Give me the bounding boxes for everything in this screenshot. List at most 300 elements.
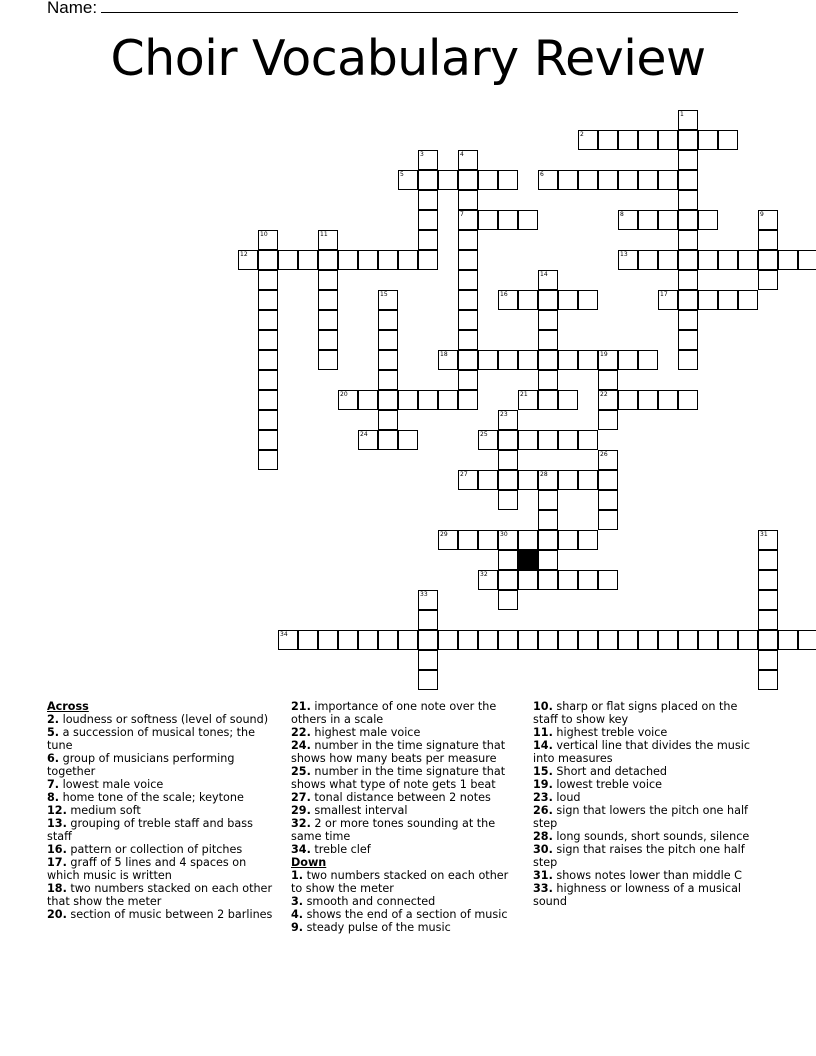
grid-cell[interactable] <box>498 430 518 450</box>
grid-cell[interactable] <box>498 530 518 550</box>
grid-cell[interactable] <box>378 250 398 270</box>
grid-cell[interactable] <box>458 470 478 490</box>
grid-cell[interactable] <box>658 630 678 650</box>
grid-cell[interactable] <box>378 310 398 330</box>
grid-cell[interactable] <box>538 630 558 650</box>
grid-cell[interactable] <box>598 570 618 590</box>
clue-text: steady pulse of the music <box>303 921 451 934</box>
grid-cell[interactable] <box>678 230 698 250</box>
grid-cell[interactable] <box>558 350 578 370</box>
grid-cell[interactable] <box>458 330 478 350</box>
grid-cell[interactable] <box>278 250 298 270</box>
grid-cell[interactable] <box>258 370 278 390</box>
clue-number: 32 <box>480 571 488 578</box>
grid-cell[interactable] <box>758 250 778 270</box>
clue-item <box>47 726 277 752</box>
grid-cell[interactable] <box>598 130 618 150</box>
grid-cell[interactable] <box>558 430 578 450</box>
clue-number-label: 30. <box>533 843 553 856</box>
grid-cell[interactable] <box>538 550 558 570</box>
grid-cell[interactable] <box>498 410 518 430</box>
grid-cell[interactable] <box>458 530 478 550</box>
clue-item <box>291 700 517 726</box>
grid-cell[interactable] <box>358 390 378 410</box>
grid-cell[interactable] <box>318 630 338 650</box>
clue-number-label: 12. <box>47 804 67 817</box>
black-square <box>518 550 538 570</box>
grid-cell[interactable] <box>698 290 718 310</box>
grid-cell[interactable] <box>478 630 498 650</box>
grid-cell[interactable] <box>618 170 638 190</box>
clue-number: 17 <box>660 291 668 298</box>
grid-cell[interactable] <box>458 230 478 250</box>
clue-text: long sounds, short sounds, silence <box>552 830 750 843</box>
grid-cell[interactable] <box>378 630 398 650</box>
clue-text: a succession of musical tones; the tune <box>47 726 256 752</box>
grid-cell[interactable] <box>318 250 338 270</box>
clue-text: highest male voice <box>310 726 421 739</box>
grid-cell[interactable] <box>578 290 598 310</box>
grid-cell[interactable] <box>458 370 478 390</box>
grid-cell[interactable] <box>558 530 578 550</box>
grid-cell[interactable] <box>458 350 478 370</box>
grid-cell[interactable] <box>538 470 558 490</box>
grid-cell[interactable] <box>778 630 798 650</box>
clue-number: 34 <box>280 631 288 638</box>
clue-text: graff of 5 lines and 4 spaces on which music is written <box>47 856 247 882</box>
clue-number-label: 32. <box>291 817 311 830</box>
grid-cell[interactable] <box>258 230 278 250</box>
clue-number: 33 <box>420 591 428 598</box>
clue-text: treble clef <box>310 843 371 856</box>
grid-cell[interactable] <box>558 170 578 190</box>
clue-item <box>291 804 517 817</box>
grid-cell[interactable] <box>318 350 338 370</box>
clue-number-label: 15. <box>533 765 553 778</box>
grid-cell[interactable] <box>498 630 518 650</box>
grid-cell[interactable] <box>398 250 418 270</box>
grid-cell[interactable] <box>678 290 698 310</box>
grid-cell[interactable] <box>718 130 738 150</box>
clue-number: 9 <box>760 211 764 218</box>
grid-cell[interactable] <box>558 630 578 650</box>
grid-cell[interactable] <box>258 270 278 290</box>
grid-cell[interactable] <box>538 490 558 510</box>
grid-cell[interactable] <box>618 130 638 150</box>
grid-cell[interactable] <box>518 210 538 230</box>
grid-cell[interactable] <box>758 230 778 250</box>
grid-cell[interactable] <box>678 130 698 150</box>
grid-cell[interactable] <box>718 630 738 650</box>
grid-cell[interactable] <box>318 230 338 250</box>
page-title: Choir Vocabulary Review <box>110 30 706 87</box>
clue-number: 5 <box>400 171 404 178</box>
down-clue-list-continued <box>533 700 759 908</box>
grid-cell[interactable] <box>678 350 698 370</box>
clue-number-label: 23. <box>533 791 553 804</box>
grid-cell[interactable] <box>378 350 398 370</box>
grid-cell[interactable] <box>638 350 658 370</box>
grid-cell[interactable] <box>258 410 278 430</box>
down-clue-list <box>291 869 517 934</box>
grid-cell[interactable] <box>698 630 718 650</box>
grid-cell[interactable] <box>578 350 598 370</box>
clue-number-label: 26. <box>533 804 553 817</box>
grid-cell[interactable] <box>698 130 718 150</box>
grid-cell[interactable] <box>638 130 658 150</box>
clue-number: 22 <box>600 391 608 398</box>
clue-text: sign that raises the pitch one half step <box>533 843 745 869</box>
grid-cell[interactable] <box>258 350 278 370</box>
clue-number: 20 <box>340 391 348 398</box>
clue-item <box>533 869 759 882</box>
clue-number: 24 <box>360 431 368 438</box>
clue-item <box>533 882 759 908</box>
grid-cell[interactable] <box>518 570 538 590</box>
grid-cell[interactable] <box>678 170 698 190</box>
clue-item <box>291 817 517 843</box>
grid-cell[interactable] <box>538 390 558 410</box>
grid-cell[interactable] <box>478 470 498 490</box>
grid-cell[interactable] <box>578 530 598 550</box>
grid-cell[interactable] <box>498 450 518 470</box>
grid-cell[interactable] <box>778 250 798 270</box>
grid-cell[interactable] <box>378 410 398 430</box>
grid-cell[interactable] <box>638 390 658 410</box>
grid-cell[interactable] <box>418 250 438 270</box>
grid-cell[interactable] <box>578 130 598 150</box>
clue-text: tonal distance between 2 notes <box>310 791 491 804</box>
grid-cell[interactable] <box>258 310 278 330</box>
grid-cell[interactable] <box>678 390 698 410</box>
grid-cell[interactable] <box>658 130 678 150</box>
grid-cell[interactable] <box>438 390 458 410</box>
grid-cell[interactable] <box>618 630 638 650</box>
grid-cell[interactable] <box>378 370 398 390</box>
grid-cell[interactable] <box>758 550 778 570</box>
grid-cell[interactable] <box>478 530 498 550</box>
grid-cell[interactable] <box>538 530 558 550</box>
grid-cell[interactable] <box>698 210 718 230</box>
grid-cell[interactable] <box>358 630 378 650</box>
grid-cell[interactable] <box>678 190 698 210</box>
grid-cell[interactable] <box>498 350 518 370</box>
clue-item <box>533 830 759 843</box>
grid-cell[interactable] <box>498 590 518 610</box>
grid-cell[interactable] <box>358 250 378 270</box>
clue-number-label: 10. <box>533 700 553 713</box>
grid-cell[interactable] <box>558 470 578 490</box>
grid-cell[interactable] <box>758 570 778 590</box>
grid-cell[interactable] <box>458 250 478 270</box>
grid-cell[interactable] <box>418 150 438 170</box>
grid-cell[interactable] <box>398 430 418 450</box>
grid-cell[interactable] <box>578 630 598 650</box>
grid-cell[interactable] <box>298 250 318 270</box>
grid-cell[interactable] <box>438 350 458 370</box>
grid-cell[interactable] <box>318 290 338 310</box>
grid-cell[interactable] <box>578 430 598 450</box>
grid-cell[interactable] <box>538 430 558 450</box>
grid-cell[interactable] <box>338 390 358 410</box>
clue-item <box>47 856 277 882</box>
grid-cell[interactable] <box>318 270 338 290</box>
grid-cell[interactable] <box>758 670 778 690</box>
grid-cell[interactable] <box>458 390 478 410</box>
grid-cell[interactable] <box>418 670 438 690</box>
grid-cell[interactable] <box>758 210 778 230</box>
grid-cell[interactable] <box>658 210 678 230</box>
grid-cell[interactable] <box>758 610 778 630</box>
grid-cell[interactable] <box>798 250 816 270</box>
grid-cell[interactable] <box>478 570 498 590</box>
clue-item <box>533 778 759 791</box>
grid-cell[interactable] <box>738 290 758 310</box>
grid-cell[interactable] <box>538 370 558 390</box>
grid-cell[interactable] <box>378 290 398 310</box>
grid-cell[interactable] <box>458 150 478 170</box>
clue-number-label: 4. <box>291 908 304 921</box>
grid-cell[interactable] <box>538 270 558 290</box>
clue-item <box>291 895 517 908</box>
grid-cell[interactable] <box>598 510 618 530</box>
clue-item <box>47 804 277 817</box>
grid-cell[interactable] <box>418 190 438 210</box>
grid-cell[interactable] <box>638 210 658 230</box>
grid-cell[interactable] <box>638 170 658 190</box>
grid-cell[interactable] <box>658 250 678 270</box>
clue-number-label: 17. <box>47 856 67 869</box>
grid-cell[interactable] <box>538 170 558 190</box>
grid-cell[interactable] <box>618 210 638 230</box>
clue-number: 1 <box>680 111 684 118</box>
grid-cell[interactable] <box>478 350 498 370</box>
grid-cell[interactable] <box>538 290 558 310</box>
grid-cell[interactable] <box>718 250 738 270</box>
grid-cell[interactable] <box>518 430 538 450</box>
grid-cell[interactable] <box>738 250 758 270</box>
grid-cell[interactable] <box>378 430 398 450</box>
grid-cell[interactable] <box>678 110 698 130</box>
grid-cell[interactable] <box>438 530 458 550</box>
grid-cell[interactable] <box>398 630 418 650</box>
clue-number: 13 <box>620 251 628 258</box>
grid-cell[interactable] <box>338 630 358 650</box>
grid-cell[interactable] <box>258 430 278 450</box>
grid-cell[interactable] <box>578 570 598 590</box>
clue-number: 18 <box>440 351 448 358</box>
grid-cell[interactable] <box>538 310 558 330</box>
grid-cell[interactable] <box>318 310 338 330</box>
grid-cell[interactable] <box>618 350 638 370</box>
clue-number: 14 <box>540 271 548 278</box>
grid-cell[interactable] <box>598 410 618 430</box>
grid-cell[interactable] <box>538 510 558 530</box>
grid-cell[interactable] <box>638 630 658 650</box>
grid-cell[interactable] <box>258 450 278 470</box>
grid-cell[interactable] <box>758 270 778 290</box>
across-heading: Across <box>47 700 89 713</box>
grid-cell[interactable] <box>418 230 438 250</box>
grid-cell[interactable] <box>298 630 318 650</box>
grid-cell[interactable] <box>678 330 698 350</box>
grid-cell[interactable] <box>458 170 478 190</box>
clue-item <box>533 804 759 830</box>
grid-cell[interactable] <box>618 390 638 410</box>
clue-number-label: 20. <box>47 908 67 921</box>
grid-cell[interactable] <box>598 490 618 510</box>
clue-number-label: 27. <box>291 791 311 804</box>
grid-cell[interactable] <box>518 530 538 550</box>
grid-cell[interactable] <box>518 390 538 410</box>
clue-number: 19 <box>600 351 608 358</box>
grid-cell[interactable] <box>238 250 258 270</box>
grid-cell[interactable] <box>758 630 778 650</box>
clue-number-label: 28. <box>533 830 553 843</box>
grid-cell[interactable] <box>558 290 578 310</box>
grid-cell[interactable] <box>458 210 478 230</box>
grid-cell[interactable] <box>438 170 458 190</box>
grid-cell[interactable] <box>598 390 618 410</box>
grid-cell[interactable] <box>458 290 478 310</box>
clue-text: smallest interval <box>310 804 408 817</box>
grid-cell[interactable] <box>678 210 698 230</box>
clue-item <box>291 791 517 804</box>
clue-number-label: 3. <box>291 895 304 908</box>
grid-cell[interactable] <box>498 570 518 590</box>
grid-cell[interactable] <box>458 310 478 330</box>
grid-cell[interactable] <box>398 390 418 410</box>
grid-cell[interactable] <box>438 630 458 650</box>
grid-cell[interactable] <box>498 210 518 230</box>
grid-cell[interactable] <box>318 330 338 350</box>
grid-cell[interactable] <box>658 390 678 410</box>
grid-cell[interactable] <box>618 250 638 270</box>
clue-number-label: 13. <box>47 817 67 830</box>
grid-cell[interactable] <box>498 170 518 190</box>
grid-cell[interactable] <box>418 610 438 630</box>
clue-item <box>291 843 517 856</box>
grid-cell[interactable] <box>758 530 778 550</box>
clue-number-label: 2. <box>47 713 60 726</box>
clue-number: 8 <box>620 211 624 218</box>
grid-cell[interactable] <box>598 370 618 390</box>
grid-cell[interactable] <box>358 430 378 450</box>
grid-cell[interactable] <box>598 470 618 490</box>
grid-cell[interactable] <box>678 310 698 330</box>
grid-cell[interactable] <box>478 170 498 190</box>
grid-cell[interactable] <box>558 570 578 590</box>
grid-cell[interactable] <box>518 630 538 650</box>
grid-cell[interactable] <box>638 250 658 270</box>
grid-cell[interactable] <box>678 250 698 270</box>
grid-cell[interactable] <box>718 290 738 310</box>
grid-cell[interactable] <box>498 470 518 490</box>
grid-cell[interactable] <box>518 290 538 310</box>
clue-text: two numbers stacked on each other to show the meter <box>291 869 509 895</box>
clue-text: medium soft <box>66 804 141 817</box>
grid-cell[interactable] <box>678 150 698 170</box>
grid-cell[interactable] <box>498 290 518 310</box>
clue-text: highness or lowness of a musical sound <box>533 882 742 908</box>
grid-cell[interactable] <box>258 390 278 410</box>
grid-cell[interactable] <box>598 350 618 370</box>
clue-number-label: 34. <box>291 843 311 856</box>
grid-cell[interactable] <box>798 630 816 650</box>
grid-cell[interactable] <box>278 630 298 650</box>
grid-cell[interactable] <box>538 330 558 350</box>
grid-cell[interactable] <box>378 390 398 410</box>
clue-item <box>47 752 277 778</box>
clues-column-1 <box>47 700 277 921</box>
grid-cell[interactable] <box>558 390 578 410</box>
clue-text: smooth and connected <box>303 895 436 908</box>
grid-cell[interactable] <box>658 170 678 190</box>
grid-cell[interactable] <box>538 350 558 370</box>
grid-cell[interactable] <box>398 170 418 190</box>
clue-item <box>291 869 517 895</box>
grid-cell[interactable] <box>698 250 718 270</box>
clue-text: lowest treble voice <box>552 778 663 791</box>
grid-cell[interactable] <box>598 450 618 470</box>
grid-cell[interactable] <box>538 570 558 590</box>
clue-number-label: 16. <box>47 843 67 856</box>
clue-number-label: 33. <box>533 882 553 895</box>
grid-cell[interactable] <box>378 330 398 350</box>
clue-number-label: 9. <box>291 921 304 934</box>
grid-cell[interactable] <box>418 210 438 230</box>
clue-text: grouping of treble staff and bass staff <box>47 817 253 843</box>
grid-cell[interactable] <box>418 390 438 410</box>
grid-cell[interactable] <box>738 630 758 650</box>
grid-cell[interactable] <box>258 290 278 310</box>
grid-cell[interactable] <box>478 210 498 230</box>
clue-number: 27 <box>460 471 468 478</box>
grid-cell[interactable] <box>258 330 278 350</box>
clue-number: 26 <box>600 451 608 458</box>
grid-cell[interactable] <box>418 650 438 670</box>
grid-cell[interactable] <box>418 170 438 190</box>
clue-text: Short and detached <box>552 765 668 778</box>
across-clue-list-continued <box>291 700 517 856</box>
grid-cell[interactable] <box>598 170 618 190</box>
grid-cell[interactable] <box>518 350 538 370</box>
grid-cell[interactable] <box>418 630 438 650</box>
grid-cell[interactable] <box>478 430 498 450</box>
grid-cell[interactable] <box>458 190 478 210</box>
grid-cell[interactable] <box>338 250 358 270</box>
grid-cell[interactable] <box>578 170 598 190</box>
grid-cell[interactable] <box>458 270 478 290</box>
grid-cell[interactable] <box>598 630 618 650</box>
clue-number-label: 8. <box>47 791 60 804</box>
grid-cell[interactable] <box>498 550 518 570</box>
grid-cell[interactable] <box>458 630 478 650</box>
grid-cell[interactable] <box>418 590 438 610</box>
grid-cell[interactable] <box>258 250 278 270</box>
grid-cell[interactable] <box>518 470 538 490</box>
grid-cell[interactable] <box>758 590 778 610</box>
clue-number-label: 29. <box>291 804 311 817</box>
clue-item <box>47 791 277 804</box>
grid-cell[interactable] <box>578 470 598 490</box>
clue-text: lowest male voice <box>59 778 164 791</box>
grid-cell[interactable] <box>498 490 518 510</box>
grid-cell[interactable] <box>758 650 778 670</box>
grid-cell[interactable] <box>678 270 698 290</box>
grid-cell[interactable] <box>678 630 698 650</box>
grid-cell[interactable] <box>658 290 678 310</box>
